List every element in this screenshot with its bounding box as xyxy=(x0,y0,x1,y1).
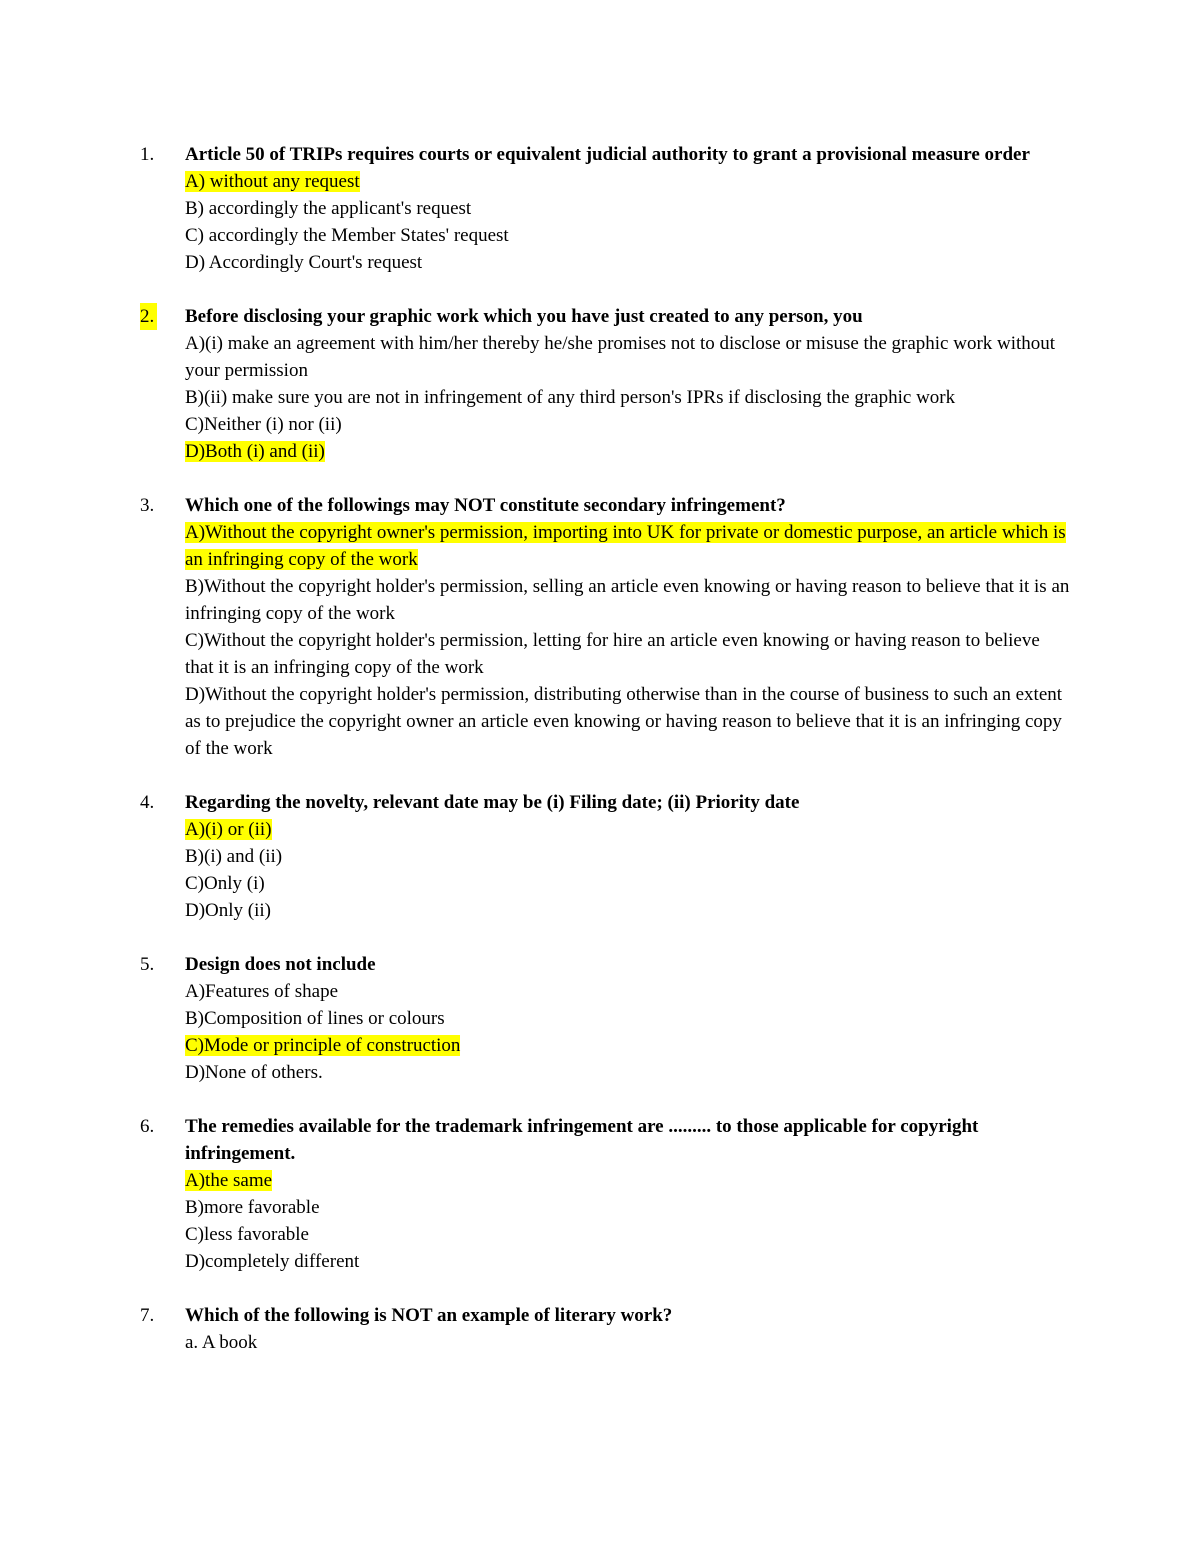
option-c: C)Without the copyright holder's permission, letting for hire an article even knowing or having reason to believe that it is an infringing copy of the work xyxy=(185,630,1040,678)
highlighted-answer: A) without any request xyxy=(185,171,360,192)
question-number: 4. xyxy=(140,792,155,813)
option-c: C)less favorable xyxy=(185,1224,309,1245)
option-a xyxy=(185,816,1070,843)
question-number: 1. xyxy=(140,144,155,165)
option-d: D) Accordingly Court's request xyxy=(185,252,423,273)
question-text: Article 50 of TRIPs requires courts or equivalent judicial authority to grant a provisional measure order xyxy=(185,144,1030,165)
option-b: B)Composition of lines or colours xyxy=(185,1008,445,1029)
option-d: D)Only (ii) xyxy=(185,900,272,921)
option-b: B)(i) and (ii) xyxy=(185,846,283,867)
option-b: B)more favorable xyxy=(185,1197,320,1218)
question-number: 5. xyxy=(140,954,155,975)
question-text: The remedies available for the trademark infringement are ......... to those applicable for copyright infringement. xyxy=(185,1116,979,1164)
option-a: a. A book xyxy=(185,1332,258,1353)
highlighted-answer: C)Mode or principle of construction xyxy=(185,1035,461,1056)
option-c: C) accordingly the Member States' request xyxy=(185,225,509,246)
question-5 xyxy=(140,951,1070,1086)
question-3 xyxy=(140,492,1070,762)
question-1 xyxy=(140,141,1070,276)
option-d: D)Without the copyright holder's permission, distributing otherwise than in the course of business to such an extent as to prejudice the copyright owner an article even knowing or having reason to believe that it is an infringing copy of the work xyxy=(185,684,1063,759)
option-b: B)Without the copyright holder's permission, selling an article even knowing or having reason to believe that it is an infringing copy of the work xyxy=(185,576,1070,624)
question-text: Before disclosing your graphic work which you have just created to any person, you xyxy=(185,306,863,327)
highlighted-answer: A)the same xyxy=(185,1170,273,1191)
question-7 xyxy=(140,1302,1070,1356)
question-4 xyxy=(140,789,1070,924)
option-c xyxy=(185,1032,1070,1059)
option-a: A)Features of shape xyxy=(185,981,339,1002)
option-c: C)Neither (i) nor (ii) xyxy=(185,414,342,435)
option-d xyxy=(185,438,1070,465)
question-6 xyxy=(140,1113,1070,1275)
option-a xyxy=(185,168,1070,195)
question-number: 2. xyxy=(140,303,157,330)
question-text: Which one of the followings may NOT constitute secondary infringement? xyxy=(185,495,786,516)
highlighted-answer: D)Both (i) and (ii) xyxy=(185,441,325,462)
option-b: B)(ii) make sure you are not in infringement of any third person's IPRs if disclosing the graphic work xyxy=(185,387,956,408)
highlighted-answer: A)(i) or (ii) xyxy=(185,819,272,840)
question-number: 7. xyxy=(140,1305,155,1326)
option-d: D)completely different xyxy=(185,1251,360,1272)
question-text: Design does not include xyxy=(185,954,376,975)
option-a xyxy=(185,1167,1070,1194)
question-number: 6. xyxy=(140,1116,155,1137)
question-text: Regarding the novelty, relevant date may be (i) Filing date; (ii) Priority date xyxy=(185,792,800,813)
question-2 xyxy=(140,303,1070,465)
question-number: 3. xyxy=(140,495,155,516)
option-d: D)None of others. xyxy=(185,1062,323,1083)
option-a xyxy=(185,519,1070,573)
option-b: B) accordingly the applicant's request xyxy=(185,198,472,219)
question-list xyxy=(140,141,1070,1383)
option-c: C)Only (i) xyxy=(185,873,265,894)
question-text: Which of the following is NOT an example of literary work? xyxy=(185,1305,673,1326)
option-a: A)(i) make an agreement with him/her thereby he/she promises not to disclose or misuse the graphic work without your permission xyxy=(185,333,1056,381)
highlighted-answer: A)Without the copyright owner's permission, importing into UK for private or domestic purpose, an article which is an infringing copy of the work xyxy=(185,522,1066,570)
